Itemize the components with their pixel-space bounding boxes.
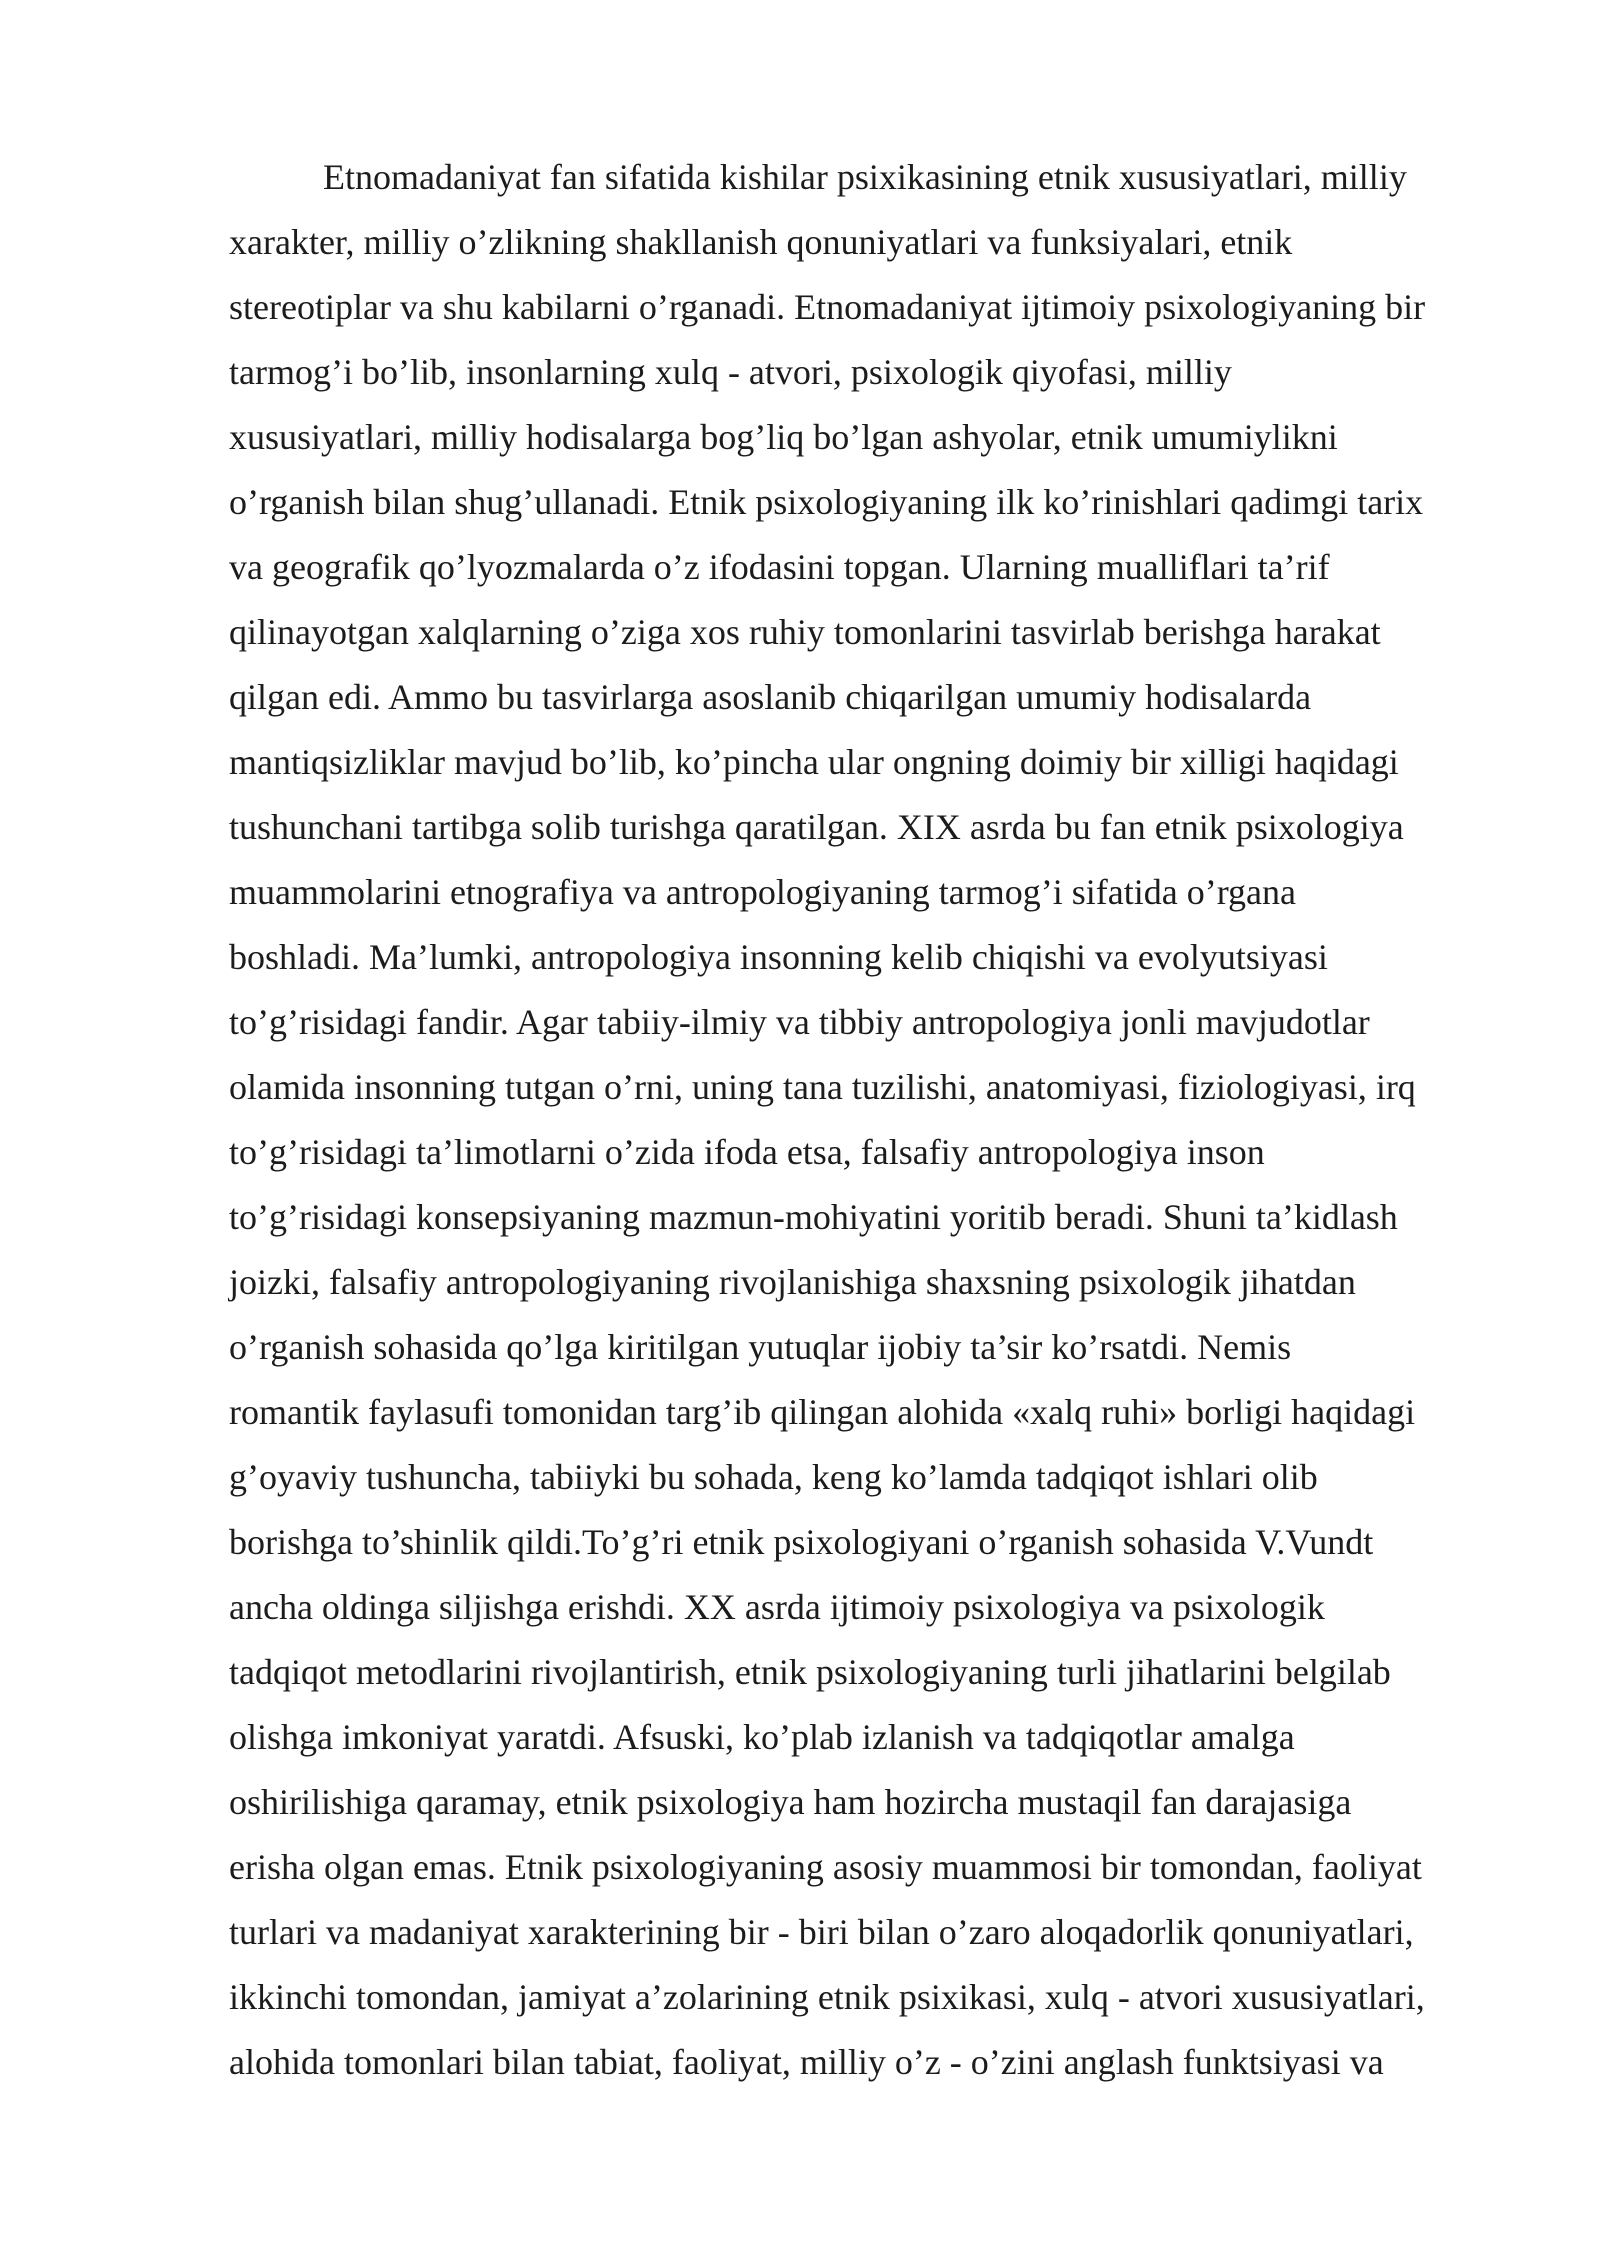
paragraph-line: o’rganish bilan shug’ullanadi. Etnik psixologiyaning ilk ko’rinishlari qadimgi tarix <box>229 482 1424 522</box>
paragraph-line: mantiqsizliklar mavjud bo’lib, ko’pincha ular ongning doimiy bir xilligi haqidagi <box>229 742 1399 782</box>
paragraph-line: va geografik qo’lyozmalarda o’z ifodasini topgan. Ularning mualliflari ta’rif <box>229 547 1330 587</box>
paragraph-line: tushunchani tartibga solib turishga qaratilgan. XIX asrda bu fan etnik psixologiya <box>229 807 1404 847</box>
paragraph-line: alohida tomonlari bilan tabiat, faoliyat, milliy o’z - o’zini anglash funktsiyasi va <box>229 2042 1384 2082</box>
paragraph-line: Etnomadaniyat fan sifatida kishilar psixikasining etnik xususiyatlari, milliy <box>323 157 1407 197</box>
paragraph-line: stereotiplar va shu kabilarni o’rganadi. Etnomadaniyat ijtimoiy psixologiyaning bir <box>229 287 1426 327</box>
paragraph-line: ancha oldinga siljishga erishdi. XX asrda ijtimoiy psixologiya va psixologik <box>229 1587 1325 1627</box>
paragraph-line: erisha olgan emas. Etnik psixologiyaning asosiy muammosi bir tomondan, faoliyat <box>229 1847 1422 1887</box>
paragraph-line: xarakter, milliy o’zlikning shakllanish qonuniyatlari va funksiyalari, etnik <box>229 222 1293 262</box>
paragraph-line: olamida insonning tutgan o’rni, uning tana tuzilishi, anatomiyasi, fiziologiyasi, irq <box>229 1067 1416 1107</box>
paragraph-line: tarmog’i bo’lib, insonlarning xulq - atvori, psixologik qiyofasi, milliy <box>229 352 1232 392</box>
paragraph-line: oshirilishiga qaramay, etnik psixologiya ham hozircha mustaqil fan darajasiga <box>229 1782 1352 1822</box>
paragraph-line: joizki, falsafiy antropologiyaning rivojlanishiga shaxsning psixologik jihatdan <box>229 1262 1356 1302</box>
paragraph-line: ikkinchi tomondan, jamiyat a’zolarining etnik psixikasi, xulq - atvori xususiyatlari, <box>229 1977 1425 2017</box>
paragraph-line: romantik faylasufi tomonidan targ’ib qilingan alohida «xalq ruhi» borligi haqidagi <box>229 1392 1416 1432</box>
paragraph-line: tadqiqot metodlarini rivojlantirish, etnik psixologiyaning turli jihatlarini belgilab <box>229 1652 1391 1692</box>
body-paragraph <box>229 148 1469 2098</box>
paragraph-line: qilinayotgan xalqlarning o’ziga xos ruhiy tomonlarini tasvirlab berishga harakat <box>229 612 1381 652</box>
paragraph-line: olishga imkoniyat yaratdi. Afsuski, ko’plab izlanish va tadqiqotlar amalga <box>229 1717 1295 1757</box>
paragraph-line: borishga to’shinlik qildi.To’g’ri etnik psixologiyani o’rganish sohasida V.Vundt <box>229 1522 1374 1562</box>
paragraph-line: to’g’risidagi ta’limotlarni o’zida ifoda etsa, falsafiy antropologiya inson <box>229 1132 1265 1172</box>
paragraph-line: qilgan edi. Ammo bu tasvirlarga asoslanib chiqarilgan umumiy hodisalarda <box>229 677 1312 717</box>
paragraph-line: xususiyatlari, milliy hodisalarga bog’liq bo’lgan ashyolar, etnik umumiylikni <box>229 417 1338 457</box>
paragraph-line: turlari va madaniyat xarakterining bir - biri bilan o’zaro aloqadorlik qonuniyatlari, <box>229 1912 1414 1952</box>
paragraph-line: to’g’risidagi konsepsiyaning mazmun-mohiyatini yoritib beradi. Shuni ta’kidlash <box>229 1197 1398 1237</box>
paragraph-line: g’oyaviy tushuncha, tabiiyki bu sohada, keng ko’lamda tadqiqot ishlari olib <box>229 1457 1318 1497</box>
paragraph-line: to’g’risidagi fandir. Agar tabiiy-ilmiy va tibbiy antropologiya jonli mavjudotlar <box>229 1002 1370 1042</box>
paragraph-line: muammolarini etnografiya va antropologiyaning tarmog’i sifatida o’rgana <box>229 872 1297 912</box>
paragraph-line: boshladi. Ma’lumki, antropologiya insonning kelib chiqishi va evolyutsiyasi <box>229 937 1328 977</box>
paragraph-line: o’rganish sohasida qo’lga kiritilgan yutuqlar ijobiy ta’sir ko’rsatdi. Nemis <box>229 1327 1292 1367</box>
